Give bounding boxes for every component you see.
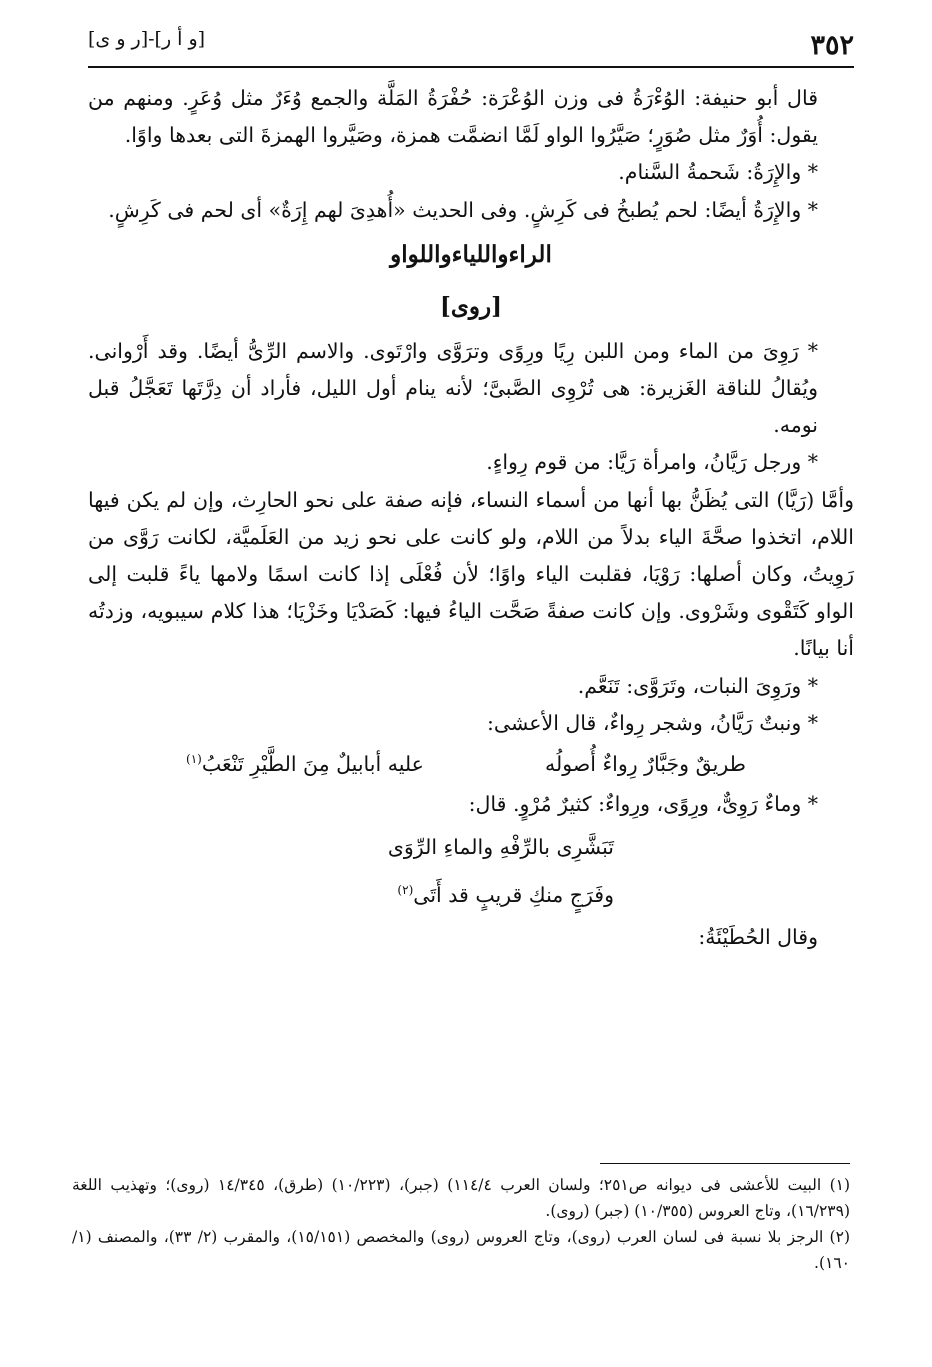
verse-text: وفَرَجٍ منكِ قريبٍ قد أَتَى — [413, 883, 614, 908]
poetry-verse — [88, 742, 854, 786]
verse-hemistich-first: طريقٌ وجَبَّارٌ رِواءٌ أُصولُه — [545, 752, 746, 777]
paragraph: * ونبتٌ رَيَّانُ، وشجر رِواءٌ، قال الأعشى: — [486, 710, 818, 735]
verse-hemistich-second — [186, 742, 424, 786]
page-header — [88, 22, 854, 68]
footnote: (١) البيت للأعشى فى ديوانه ص٢٥١؛ ولسان العرب ١١٤/٤) (جبر)، (١٠/٢٢٣) (طرق)، ١٤/٣٤٥ (روى)؛ وتهذيب اللغة (١٦/٢٣٩)، وتاج العروس (١٠/٣٥٥) (جبر) (روى). — [72, 1176, 851, 1220]
rajaz-line — [88, 871, 854, 919]
footnote-divider — [600, 1163, 850, 1164]
rajaz-line: تَبَشَّرِى بالرِّفْهِ والماءِ الرِّوَى — [387, 835, 614, 860]
paragraph: * ورَوِىَ النبات، وتَرَوَّى: تَنَعَّم. — [577, 673, 818, 698]
paragraph: * وماءٌ رَوِىٌّ، ورِوًى، ورِواءٌ: كثيرٌ مُرْوٍ. قال: — [468, 792, 818, 817]
paragraph: * ورجل رَيَّانُ، وامرأة رَيَّا: من قوم رِواءٍ. — [486, 450, 818, 475]
paragraph: * رَوِىَ من الماء ومن اللبن رِيًا ورِوًى وترَوَّى وارْتَوى. والاسم الرِّىُّ أيضًا. وقد أَرْوانى. ويُقالُ للناقة الغَزيرة: هى تُرْوِى الصَّبىَّ؛ لأنه ينام أول الليل، فأراد أن دِرَّتَها تَعَجَّلُ قبل نومه. — [88, 338, 818, 438]
section-title: الراءواللياءواللواو — [390, 240, 552, 268]
running-head: [و أ ر]-[ر و ى] — [88, 28, 206, 50]
paragraph: وأمَّا (رَيَّا) التى يُظَنُّ بها أنها من أسماء النساء، فإنه صفة على نحو الحارِث، وإن لم يكن فيها اللام، اتخذوا صحَّةَ الياء بدلاً من اللام، ولو كانت على نحو زيد من العَلَميَّة، لكانت رَوَّى من رَوِيتُ، وكان أصلها: رَوْيَا، فقلبت الياء واوًا؛ لأن فُعْلَى إذا كانت اسمًا ولامها ياءً قلبت إلى الواو كَتَقْوى وشَرْوى. وإن كانت صفةً صَحَّت الياءُ فيها: كَصَدْيَا وخَزْيَا؛ هذا كلام سيبويه، وزدتُه أنا بيانًا. — [88, 487, 854, 661]
paragraph: قال أبو حنيفة: الوُءْرَةُ فى وزن الوُعْرَة: حُفْرَةُ المَلَّة والجمع وُءَرٌ مثل وُعَرٍ. ومنهم من يقول: أُوَرٌ مثل صُوَرٍ؛ صَيَّرُوا الواو لَمَّا انضمَّت همزة، وصَيَّروا الهمزةَ التى بعدها واوًا. — [88, 86, 818, 148]
verse-text: عليه أبابيلٌ مِنَ الطَّيْرِ تَنْعَبُ — [201, 752, 424, 777]
footnotes — [72, 1163, 850, 1276]
footnote-marker: (٢) — [397, 883, 414, 898]
root-title: [روى] — [440, 292, 502, 320]
page-number: ٣٥٢ — [810, 30, 854, 61]
footnote: (٢) الرجز بلا نسبة فى لسان العرب (روى)، وتاج العروس (روى) والمخصص (١٥/١٥١)، والمقرب (٢/ ٣٣)، والمصنف (١/ ١٦٠). — [72, 1228, 850, 1272]
page-body — [88, 80, 854, 956]
paragraph: * والإِرَةُ أيضًا: لحم يُطبخُ فى كَرِشٍ. وفى الحديث «أُهدِىَ لهم إِرَةٌ» أى لحم فى كَرِشٍ. — [108, 197, 818, 222]
footnote-marker: (١) — [186, 752, 202, 767]
paragraph: * والإِرَةُ: شَحمةُ السَّنام. — [618, 160, 818, 185]
paragraph: وقال الحُطَيْئَةُ: — [698, 925, 818, 950]
